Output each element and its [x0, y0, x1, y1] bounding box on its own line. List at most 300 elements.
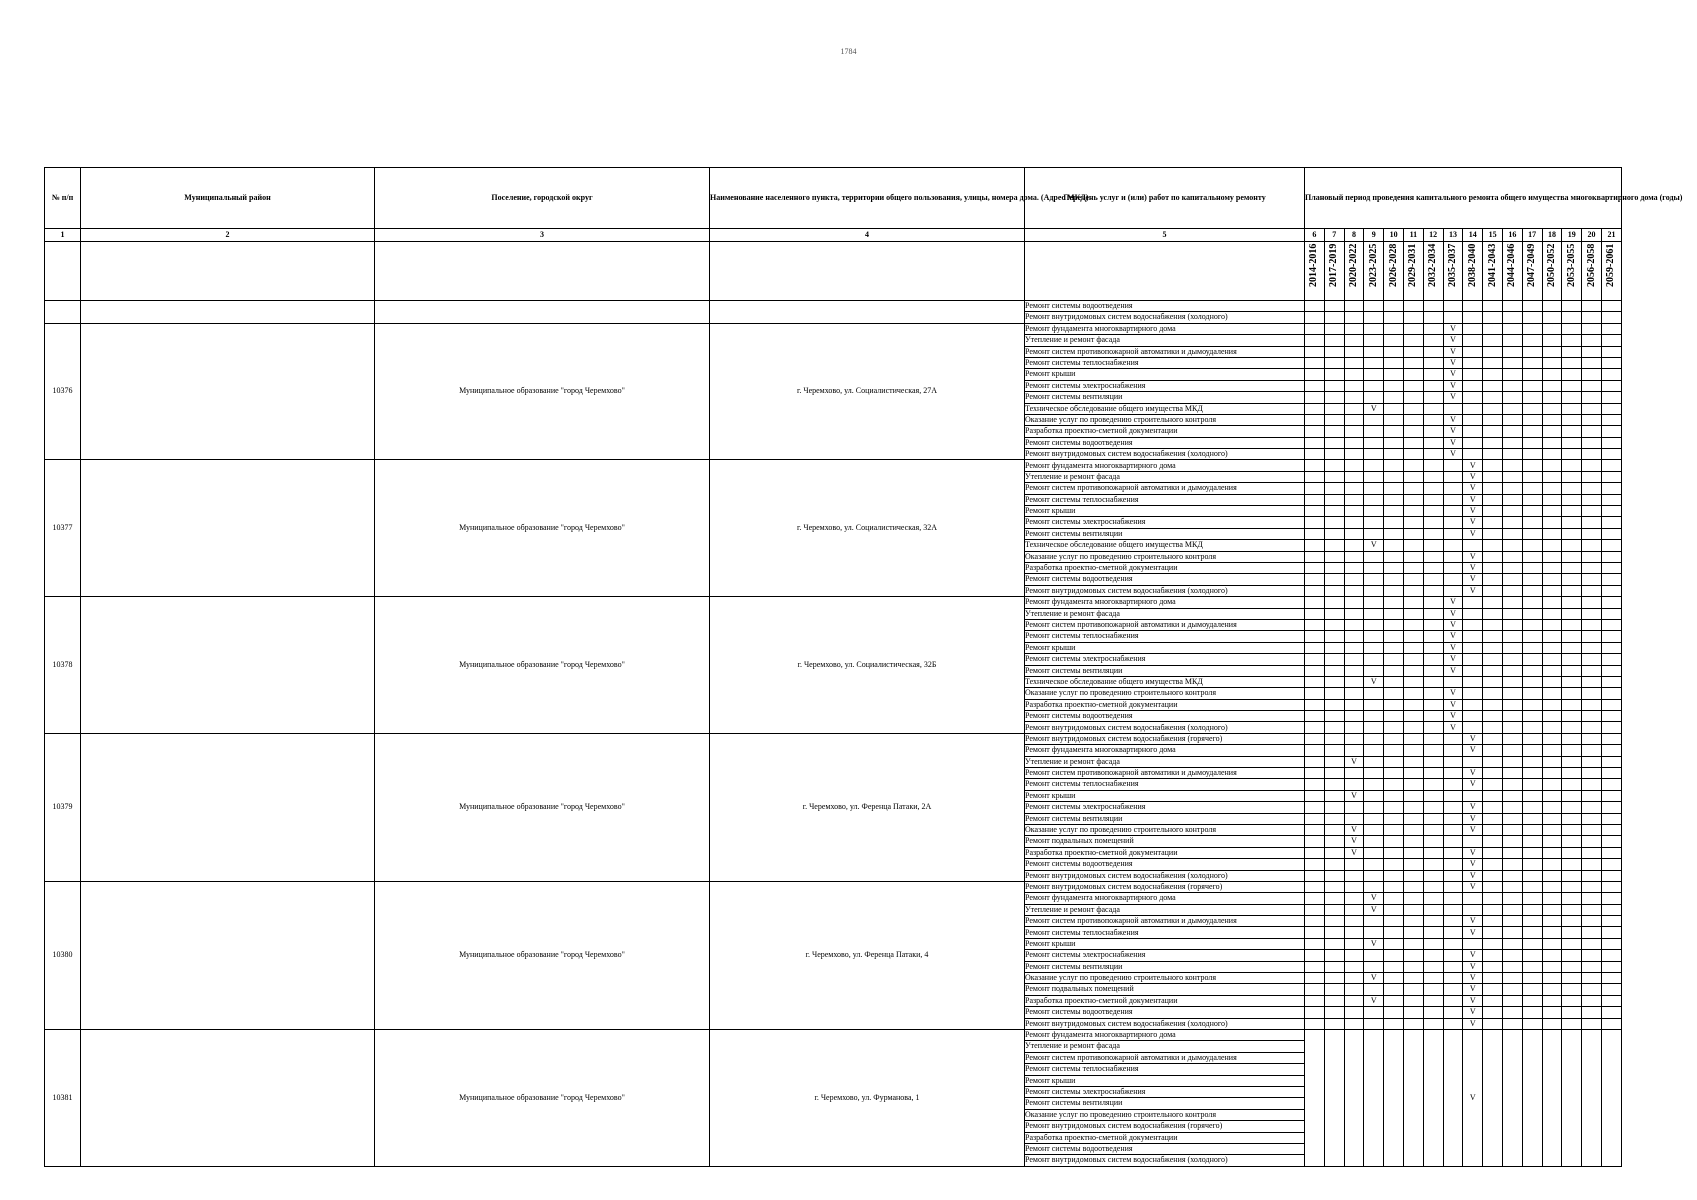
plan-mark-cell [1522, 824, 1542, 835]
plan-mark-cell [1483, 676, 1503, 687]
plan-mark-cell [1384, 950, 1404, 961]
plan-mark-cell [1423, 380, 1443, 391]
plan-mark-cell [1305, 927, 1325, 938]
plan-mark-cell [1562, 779, 1582, 790]
plan-mark-cell [1423, 938, 1443, 949]
plan-mark-cell [1384, 722, 1404, 733]
work-label: Ремонт системы водоотведения [1025, 301, 1305, 312]
plan-mark-cell [1364, 585, 1384, 596]
plan-mark-cell: V [1463, 483, 1483, 494]
plan-mark-cell: V [1364, 403, 1384, 414]
work-label: Ремонт системы теплоснабжения [1025, 927, 1305, 938]
plan-mark-cell [1403, 1030, 1423, 1167]
plan-mark-cell [1364, 335, 1384, 346]
plan-mark-cell [1483, 585, 1503, 596]
plan-mark-cell: V [1344, 847, 1364, 858]
work-label: Ремонт подвальных помещений [1025, 984, 1305, 995]
plan-mark-cell [1324, 802, 1344, 813]
plan-mark-cell [1562, 722, 1582, 733]
plan-mark-cell [1542, 369, 1562, 380]
plan-mark-cell [1601, 961, 1621, 972]
plan-mark-cell [1463, 676, 1483, 687]
plan-mark-cell [1324, 619, 1344, 630]
plan-mark-cell: V [1463, 847, 1483, 858]
plan-mark-cell [1305, 483, 1325, 494]
plan-mark-cell [1522, 802, 1542, 813]
plan-mark-cell [1364, 437, 1384, 448]
plan-mark-cell [1364, 950, 1384, 961]
plan-mark-cell [1305, 528, 1325, 539]
plan-mark-cell [1443, 927, 1463, 938]
plan-mark-cell [1562, 756, 1582, 767]
plan-mark-cell [1522, 585, 1542, 596]
plan-mark-cell [1502, 551, 1522, 562]
plan-mark-cell: V [1443, 437, 1463, 448]
year-row [45, 242, 1622, 301]
plan-mark-cell [1601, 449, 1621, 460]
district-cell [81, 881, 375, 1029]
header-district: Муниципальный район [81, 168, 375, 229]
plan-mark-cell [1522, 346, 1542, 357]
plan-mark-cell [1582, 494, 1602, 505]
plan-mark-cell [1542, 301, 1562, 312]
plan-mark-cell: V [1463, 733, 1483, 744]
work-label: Ремонт системы водоотведения [1025, 1143, 1305, 1154]
plan-mark-cell [1522, 813, 1542, 824]
address-cell: г. Черемхово, ул. Фурманова, 1 [710, 1030, 1025, 1167]
plan-mark-cell [1483, 369, 1503, 380]
plan-mark-cell [1364, 859, 1384, 870]
plan-mark-cell [1423, 722, 1443, 733]
plan-mark-cell [1305, 517, 1325, 528]
work-label: Ремонт крыши [1025, 369, 1305, 380]
plan-mark-cell [1364, 506, 1384, 517]
work-label: Ремонт подвальных помещений [1025, 836, 1305, 847]
plan-mark-cell [1483, 779, 1503, 790]
plan-mark-cell [1344, 813, 1364, 824]
plan-mark-cell [1483, 357, 1503, 368]
plan-mark-cell [1423, 528, 1443, 539]
plan-mark-cell [1522, 870, 1542, 881]
work-label: Ремонт внутридомовых систем водоснабжения (холодного) [1025, 585, 1305, 596]
plan-mark-cell [1562, 973, 1582, 984]
plan-mark-cell [1384, 904, 1404, 915]
plan-mark-cell [1542, 756, 1562, 767]
header-address: Наименование населенного пункта, территории общего пользования, улицы, номера дома. (Адрес МКД) [710, 168, 1025, 229]
work-label: Ремонт систем противопожарной автоматики и дымоудаления [1025, 619, 1305, 630]
plan-mark-cell [1502, 904, 1522, 915]
plan-mark-cell [1502, 699, 1522, 710]
plan-mark-cell [1483, 551, 1503, 562]
plan-mark-cell [1502, 722, 1522, 733]
plan-mark-cell: V [1463, 506, 1483, 517]
plan-mark-cell [1502, 927, 1522, 938]
plan-mark-cell [1502, 471, 1522, 482]
work-label: Ремонт системы теплоснабжения [1025, 1064, 1305, 1075]
plan-mark-cell [1324, 346, 1344, 357]
plan-mark-cell [1483, 881, 1503, 892]
plan-mark-cell [1403, 779, 1423, 790]
plan-mark-cell [1542, 984, 1562, 995]
plan-mark-cell [1483, 950, 1503, 961]
plan-mark-cell [1582, 301, 1602, 312]
continuation-cell [375, 301, 710, 324]
plan-mark-cell [1522, 938, 1542, 949]
plan-mark-cell [1562, 574, 1582, 585]
plan-mark-cell [1423, 642, 1443, 653]
plan-mark-cell [1582, 323, 1602, 334]
plan-mark-cell [1522, 642, 1542, 653]
plan-mark-cell [1502, 323, 1522, 334]
blank-cell [710, 242, 1025, 301]
plan-mark-cell [1384, 1018, 1404, 1029]
plan-mark-cell [1403, 984, 1423, 995]
work-label: Ремонт крыши [1025, 506, 1305, 517]
plan-mark-cell [1305, 779, 1325, 790]
plan-mark-cell [1384, 1007, 1404, 1018]
plan-mark-cell [1463, 312, 1483, 323]
plan-mark-cell [1324, 688, 1344, 699]
plan-mark-cell [1305, 654, 1325, 665]
row-number: 10378 [45, 597, 81, 734]
work-label: Утепление и ремонт фасада [1025, 756, 1305, 767]
work-label: Ремонт внутридомовых систем водоснабжения (холодного) [1025, 312, 1305, 323]
plan-mark-cell [1522, 904, 1542, 915]
plan-mark-cell [1344, 471, 1364, 482]
plan-mark-cell [1423, 916, 1443, 927]
plan-mark-cell [1502, 494, 1522, 505]
plan-mark-cell [1305, 1007, 1325, 1018]
plan-mark-cell [1443, 460, 1463, 471]
plan-mark-cell [1601, 722, 1621, 733]
plan-mark-cell [1483, 665, 1503, 676]
plan-mark-cell [1403, 1007, 1423, 1018]
plan-mark-cell [1522, 984, 1542, 995]
plan-mark-cell [1483, 836, 1503, 847]
plan-mark-cell [1562, 790, 1582, 801]
column-number: 2 [81, 229, 375, 242]
plan-mark-cell [1443, 836, 1463, 847]
plan-mark-cell [1601, 357, 1621, 368]
plan-mark-cell [1463, 619, 1483, 630]
plan-mark-cell [1443, 733, 1463, 744]
plan-mark-cell [1423, 1007, 1443, 1018]
plan-mark-cell [1483, 449, 1503, 460]
plan-mark-cell [1483, 517, 1503, 528]
plan-mark-cell [1601, 494, 1621, 505]
plan-mark-cell [1344, 688, 1364, 699]
plan-mark-cell [1423, 608, 1443, 619]
plan-mark-cell [1483, 631, 1503, 642]
plan-mark-cell [1423, 335, 1443, 346]
plan-mark-cell [1364, 483, 1384, 494]
plan-mark-cell [1403, 938, 1423, 949]
plan-mark-cell [1522, 619, 1542, 630]
plan-mark-cell [1463, 414, 1483, 425]
plan-mark-cell [1582, 779, 1602, 790]
plan-mark-cell [1483, 403, 1503, 414]
plan-mark-cell: V [1463, 950, 1483, 961]
plan-mark-cell [1305, 392, 1325, 403]
plan-mark-cell [1463, 711, 1483, 722]
plan-mark-cell [1483, 437, 1503, 448]
plan-mark-cell [1364, 779, 1384, 790]
plan-mark-cell [1502, 790, 1522, 801]
address-cell: г. Черемхово, ул. Социалистическая, 32А [710, 460, 1025, 597]
column-number: 9 [1364, 229, 1384, 242]
plan-mark-cell [1403, 916, 1423, 927]
plan-mark-cell [1423, 483, 1443, 494]
plan-mark-cell [1582, 335, 1602, 346]
plan-mark-cell [1582, 859, 1602, 870]
work-label: Утепление и ремонт фасада [1025, 1041, 1305, 1052]
plan-mark-cell [1522, 403, 1542, 414]
plan-mark-cell [1601, 483, 1621, 494]
plan-mark-cell [1305, 881, 1325, 892]
work-label: Ремонт систем противопожарной автоматики и дымоудаления [1025, 483, 1305, 494]
plan-mark-cell [1601, 301, 1621, 312]
work-label: Ремонт внутридомовых систем водоснабжения (холодного) [1025, 449, 1305, 460]
plan-mark-cell [1502, 380, 1522, 391]
plan-mark-cell [1364, 631, 1384, 642]
plan-mark-cell [1443, 961, 1463, 972]
year-label: 2020-2022 [1347, 243, 1359, 287]
plan-mark-cell [1582, 414, 1602, 425]
plan-mark-cell [1562, 506, 1582, 517]
table-row [45, 597, 1622, 608]
plan-mark-cell [1423, 437, 1443, 448]
plan-mark-cell [1364, 813, 1384, 824]
plan-mark-cell [1601, 688, 1621, 699]
plan-mark-cell: V [1443, 699, 1463, 710]
plan-mark-cell [1403, 335, 1423, 346]
plan-mark-cell [1502, 813, 1522, 824]
plan-mark-cell [1542, 745, 1562, 756]
header-no: № п/п [45, 168, 81, 229]
plan-mark-cell [1522, 676, 1542, 687]
plan-mark-cell [1562, 483, 1582, 494]
plan-mark-cell [1305, 380, 1325, 391]
plan-mark-cell [1423, 449, 1443, 460]
plan-mark-cell [1562, 654, 1582, 665]
plan-mark-cell: V [1463, 984, 1483, 995]
plan-mark-cell [1364, 836, 1384, 847]
plan-mark-cell [1542, 676, 1562, 687]
plan-mark-cell [1582, 961, 1602, 972]
plan-mark-cell [1324, 938, 1344, 949]
plan-mark-cell [1582, 973, 1602, 984]
plan-mark-cell [1384, 392, 1404, 403]
plan-mark-cell [1423, 471, 1443, 482]
plan-mark-cell: V [1443, 323, 1463, 334]
plan-mark-cell [1403, 904, 1423, 915]
work-label: Ремонт системы электроснабжения [1025, 517, 1305, 528]
plan-mark-cell [1423, 847, 1443, 858]
plan-mark-cell [1483, 973, 1503, 984]
plan-mark-cell [1562, 904, 1582, 915]
plan-mark-cell [1542, 414, 1562, 425]
plan-mark-cell [1483, 927, 1503, 938]
plan-mark-cell [1305, 961, 1325, 972]
plan-mark-cell [1423, 1030, 1443, 1167]
plan-mark-cell [1344, 335, 1364, 346]
plan-mark-cell [1344, 551, 1364, 562]
plan-mark-cell [1364, 426, 1384, 437]
plan-mark-cell [1305, 414, 1325, 425]
plan-mark-cell [1305, 494, 1325, 505]
plan-mark-cell [1522, 323, 1542, 334]
work-label: Техническое обследование общего имущества МКД [1025, 403, 1305, 414]
plan-mark-cell [1483, 528, 1503, 539]
plan-mark-cell [1344, 449, 1364, 460]
plan-mark-cell [1403, 676, 1423, 687]
plan-mark-cell [1384, 688, 1404, 699]
plan-mark-cell [1582, 745, 1602, 756]
work-label: Ремонт систем противопожарной автоматики и дымоудаления [1025, 1052, 1305, 1063]
plan-mark-cell [1601, 551, 1621, 562]
plan-mark-cell [1601, 335, 1621, 346]
plan-mark-cell [1483, 426, 1503, 437]
plan-mark-cell [1403, 1018, 1423, 1029]
plan-mark-cell [1344, 528, 1364, 539]
plan-mark-cell [1403, 380, 1423, 391]
work-label: Ремонт внутридомовых систем водоснабжения (холодного) [1025, 722, 1305, 733]
plan-mark-cell [1542, 768, 1562, 779]
column-number: 16 [1502, 229, 1522, 242]
plan-mark-cell [1601, 904, 1621, 915]
plan-mark-cell [1305, 847, 1325, 858]
plan-mark-cell [1562, 585, 1582, 596]
plan-mark-cell: V [1463, 824, 1483, 835]
plan-mark-cell [1364, 870, 1384, 881]
plan-mark-cell: V [1364, 938, 1384, 949]
plan-mark-cell [1384, 517, 1404, 528]
work-label: Утепление и ремонт фасада [1025, 471, 1305, 482]
work-label: Оказание услуг по проведению строительного контроля [1025, 551, 1305, 562]
plan-mark-cell [1502, 881, 1522, 892]
plan-mark-cell [1582, 460, 1602, 471]
plan-mark-cell [1582, 619, 1602, 630]
plan-mark-cell: V [1463, 768, 1483, 779]
plan-mark-cell [1502, 893, 1522, 904]
plan-mark-cell [1403, 665, 1423, 676]
plan-mark-cell: V [1443, 426, 1463, 437]
plan-mark-cell [1601, 380, 1621, 391]
plan-mark-cell [1384, 619, 1404, 630]
plan-mark-cell [1483, 995, 1503, 1006]
plan-mark-cell [1522, 950, 1542, 961]
plan-mark-cell [1344, 426, 1364, 437]
plan-mark-cell [1582, 380, 1602, 391]
plan-mark-cell [1582, 642, 1602, 653]
plan-mark-cell [1562, 346, 1582, 357]
plan-mark-cell [1344, 597, 1364, 608]
plan-mark-cell [1463, 790, 1483, 801]
plan-mark-cell [1364, 1030, 1384, 1167]
plan-mark-cell [1483, 961, 1503, 972]
plan-mark-cell [1443, 802, 1463, 813]
plan-mark-cell [1502, 631, 1522, 642]
plan-mark-cell: V [1443, 346, 1463, 357]
plan-mark-cell [1384, 426, 1404, 437]
plan-mark-cell [1403, 768, 1423, 779]
plan-mark-cell [1324, 301, 1344, 312]
plan-mark-cell [1344, 631, 1364, 642]
plan-mark-cell [1562, 335, 1582, 346]
plan-mark-cell [1384, 881, 1404, 892]
plan-mark-cell: V [1463, 562, 1483, 573]
plan-mark-cell: V [1443, 357, 1463, 368]
plan-mark-cell [1502, 1030, 1522, 1167]
plan-mark-cell [1403, 950, 1423, 961]
plan-mark-cell [1483, 768, 1503, 779]
plan-mark-cell [1364, 847, 1384, 858]
plan-mark-cell [1443, 790, 1463, 801]
plan-mark-cell [1423, 699, 1443, 710]
plan-mark-cell [1423, 369, 1443, 380]
work-label: Ремонт фундамента многоквартирного дома [1025, 460, 1305, 471]
year-label: 2038-2040 [1466, 243, 1478, 287]
plan-mark-cell [1502, 483, 1522, 494]
plan-mark-cell [1562, 927, 1582, 938]
year-label: 2047-2049 [1526, 243, 1538, 287]
year-header [1601, 242, 1621, 301]
plan-mark-cell [1562, 597, 1582, 608]
plan-mark-cell [1443, 494, 1463, 505]
year-header [1324, 242, 1344, 301]
plan-mark-cell [1522, 1007, 1542, 1018]
work-label: Ремонт системы теплоснабжения [1025, 357, 1305, 368]
plan-mark-cell [1403, 517, 1423, 528]
plan-mark-cell [1403, 597, 1423, 608]
plan-mark-cell [1403, 506, 1423, 517]
plan-mark-cell [1483, 904, 1503, 915]
plan-mark-cell [1483, 916, 1503, 927]
work-label: Ремонт системы электроснабжения [1025, 1086, 1305, 1097]
plan-mark-cell [1562, 733, 1582, 744]
plan-mark-cell [1324, 676, 1344, 687]
plan-mark-cell [1423, 1018, 1443, 1029]
plan-mark-cell [1483, 562, 1503, 573]
plan-mark-cell: V [1463, 460, 1483, 471]
year-label: 2026-2028 [1387, 243, 1399, 287]
plan-mark-cell: V [1463, 859, 1483, 870]
plan-mark-cell [1305, 312, 1325, 323]
plan-mark-cell [1403, 403, 1423, 414]
work-label: Ремонт систем противопожарной автоматики и дымоудаления [1025, 346, 1305, 357]
plan-mark-cell [1324, 335, 1344, 346]
plan-mark-cell [1384, 585, 1404, 596]
plan-mark-cell [1384, 562, 1404, 573]
plan-mark-cell [1582, 870, 1602, 881]
plan-mark-cell [1582, 824, 1602, 835]
plan-mark-cell [1423, 984, 1443, 995]
plan-mark-cell [1502, 1018, 1522, 1029]
plan-mark-cell: V [1443, 631, 1463, 642]
plan-mark-cell [1443, 904, 1463, 915]
plan-mark-cell [1601, 881, 1621, 892]
table-row [45, 881, 1622, 892]
plan-mark-cell [1344, 859, 1364, 870]
plan-mark-cell [1502, 540, 1522, 551]
plan-mark-cell: V [1463, 779, 1483, 790]
plan-mark-cell [1483, 688, 1503, 699]
work-label: Ремонт внутридомовых систем водоснабжения (горячего) [1025, 733, 1305, 744]
plan-mark-cell [1423, 836, 1443, 847]
plan-mark-cell [1522, 756, 1542, 767]
plan-mark-cell [1305, 870, 1325, 881]
plan-mark-cell [1601, 950, 1621, 961]
